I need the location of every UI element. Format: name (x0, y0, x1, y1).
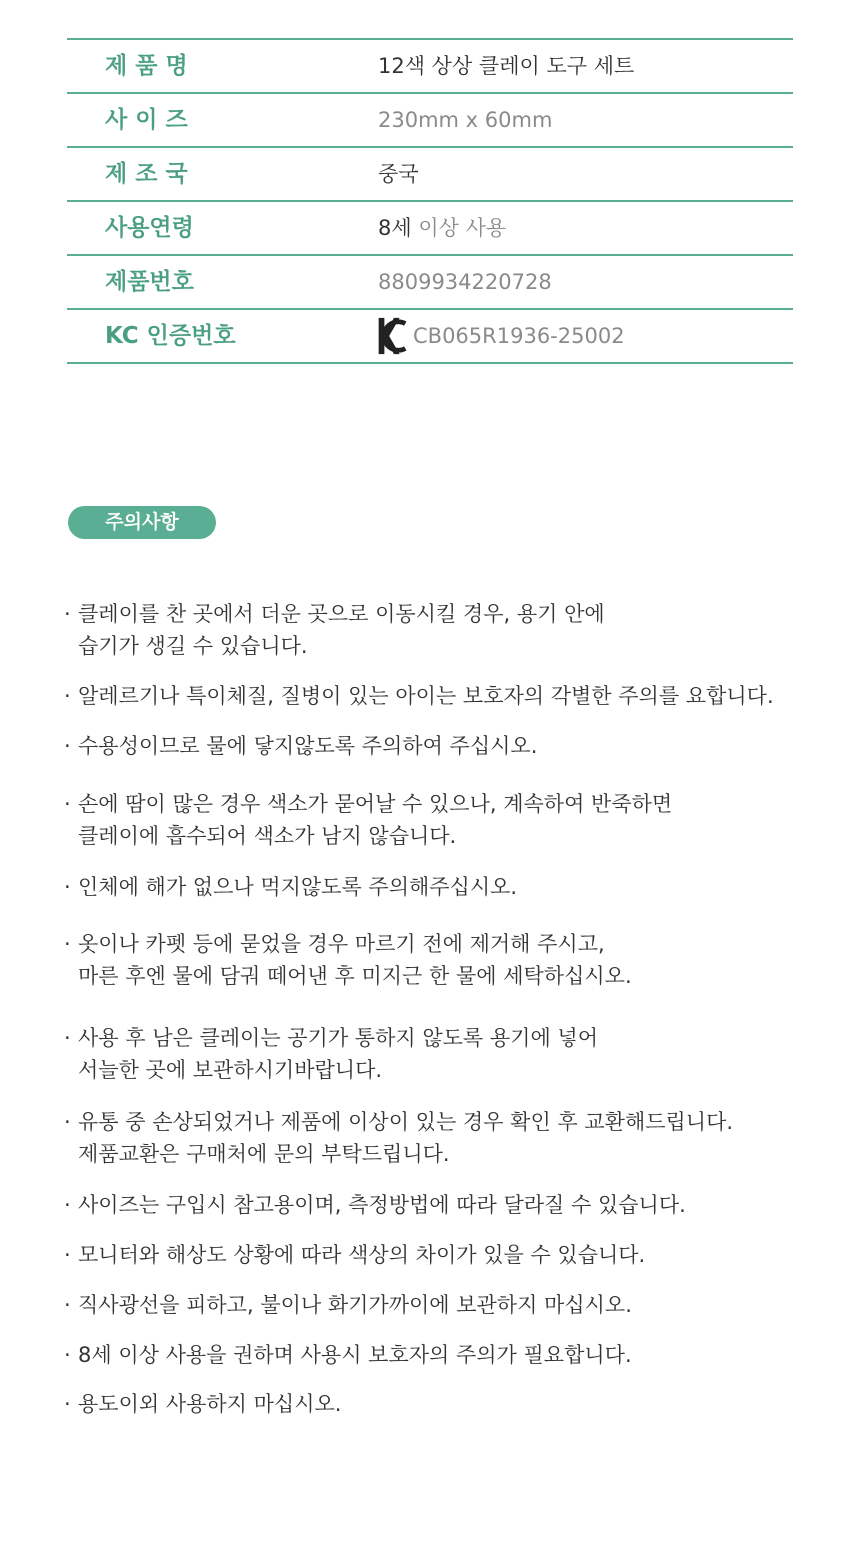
caution-item (64, 730, 834, 762)
caution-line: 용도이외 사용하지 마십시오. (78, 1392, 342, 1416)
age-value-rest: 이상 사용 (411, 216, 507, 240)
caution-line: 클레이에 흡수되어 색소가 남지 않습니다. (78, 824, 457, 848)
caution-line: 옷이나 카펫 등에 묻었을 경우 마르기 전에 제거해 주시고, (78, 932, 605, 956)
kc-certification-mark-icon (377, 316, 407, 356)
bullet: · (64, 792, 71, 816)
spec-row-product-name (67, 40, 793, 94)
caution-line: 손에 땀이 많은 경우 색소가 묻어날 수 있으나, 계속하여 반죽하면 (78, 792, 673, 816)
bullet: · (64, 932, 71, 956)
bullet: · (64, 1110, 71, 1134)
caution-item (64, 1106, 834, 1170)
caution-line: 유통 중 손상되었거나 제품에 이상이 있는 경우 확인 후 교환해드립니다. (78, 1110, 734, 1134)
caution-line: 서늘한 곳에 보관하시기바랍니다. (78, 1058, 383, 1082)
spec-label: 제품번호 (105, 269, 194, 295)
spec-row-size (67, 94, 793, 148)
caution-item (64, 1388, 834, 1420)
caution-line: 사용 후 남은 클레이는 공기가 통하지 않도록 용기에 넣어 (78, 1026, 598, 1050)
kc-number-text: CB065R1936-25002 (413, 324, 625, 348)
spec-value (378, 202, 506, 254)
spec-row-product-number (67, 256, 793, 310)
caution-item (64, 1239, 834, 1271)
caution-line: 사이즈는 구입시 참고용이며, 측정방법에 따라 달라질 수 있습니다. (78, 1193, 686, 1217)
bullet: · (64, 1243, 71, 1267)
bullet: · (64, 1026, 71, 1050)
bullet: · (64, 875, 71, 899)
spec-label: KC 인증번호 (105, 323, 236, 349)
bullet: · (64, 1343, 71, 1367)
caution-item (64, 680, 834, 712)
caution-line: 모니터와 해상도 상황에 따라 색상의 차이가 있을 수 있습니다. (78, 1243, 646, 1267)
spec-value: 중국 (378, 162, 419, 186)
caution-line: 직사광선을 피하고, 불이나 화기가까이에 보관하지 마십시오. (78, 1293, 632, 1317)
spec-row-age (67, 202, 793, 256)
caution-badge: 주의사항 (68, 506, 216, 539)
caution-line: 제품교환은 구매처에 문의 부탁드립니다. (78, 1142, 450, 1166)
bullet: · (64, 684, 71, 708)
spec-label: 제 조 국 (105, 161, 188, 187)
caution-line: 클레이를 찬 곳에서 더운 곳으로 이동시킬 경우, 용기 안에 (78, 602, 605, 626)
spec-label: 사 이 즈 (105, 107, 188, 133)
bullet: · (64, 1193, 71, 1217)
caution-item (64, 1289, 834, 1321)
caution-line: 마른 후엔 물에 담궈 떼어낸 후 미지근 한 물에 세탁하십시오. (78, 964, 632, 988)
caution-line: 인체에 해가 없으나 먹지않도록 주의해주십시오. (78, 875, 518, 899)
caution-item (64, 598, 834, 662)
spec-value: 12색 상상 클레이 도구 세트 (378, 54, 635, 78)
caution-line: 8세 이상 사용을 권하며 사용시 보호자의 주의가 필요합니다. (78, 1343, 632, 1367)
caution-item (64, 1339, 834, 1371)
bullet: · (64, 1293, 71, 1317)
product-spec-table (67, 38, 793, 364)
spec-row-kc-number (67, 310, 793, 364)
age-value-main: 8세 (378, 216, 412, 240)
caution-item (64, 871, 834, 903)
caution-item (64, 1022, 834, 1086)
spec-value: 8809934220728 (378, 270, 552, 294)
spec-value (377, 310, 625, 362)
caution-line: 알레르기나 특이체질, 질병이 있는 아이는 보호자의 각별한 주의를 요합니다. (78, 684, 774, 708)
bullet: · (64, 734, 71, 758)
spec-value: 230mm x 60mm (378, 108, 553, 132)
caution-item (64, 928, 834, 992)
caution-line: 수용성이므로 물에 닿지않도록 주의하여 주십시오. (78, 734, 538, 758)
caution-line: 습기가 생길 수 있습니다. (78, 634, 308, 658)
bullet: · (64, 602, 71, 626)
caution-item (64, 1189, 834, 1221)
spec-label: 제 품 명 (105, 53, 188, 79)
spec-label: 사용연령 (105, 215, 194, 241)
bullet: · (64, 1392, 71, 1416)
caution-item (64, 788, 834, 852)
spec-row-country (67, 148, 793, 202)
